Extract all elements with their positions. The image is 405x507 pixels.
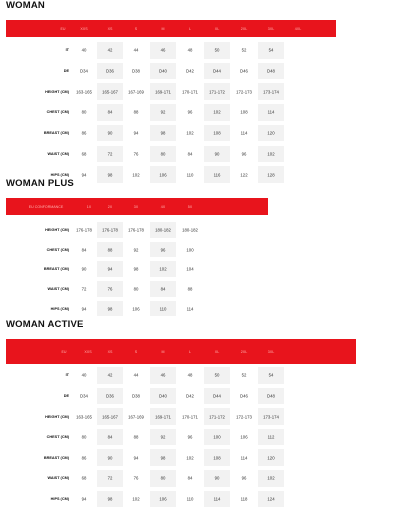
section-title-woman-active: WOMAN ACTIVE [6,319,84,330]
header-cell: L [189,26,191,31]
table-cell: 102 [186,130,194,136]
header-cell: 2X [107,204,113,209]
table-cell: 84 [187,475,193,481]
header-cell: XXS [80,26,88,31]
header-cell: M [161,349,165,354]
header-cell: 1X [86,204,92,209]
table-cell: 120 [267,455,275,461]
header-cell: XL [214,26,220,31]
table-cell: 171-172 [209,414,225,419]
table-cell: 90 [107,455,113,461]
table-cell: 122 [240,172,248,178]
table-cell: 102 [132,172,140,178]
table-cell: 106 [159,172,167,178]
header-cell: 3XL [267,26,275,31]
table-cell: 48 [187,47,193,53]
table-cell: 50 [214,47,220,53]
table-cell: 98 [107,172,113,178]
table-cell: 98 [133,266,139,272]
row-label: HIPS (CM) [50,306,69,311]
table-cell: 102 [267,151,275,157]
table-cell: 163-165 [76,414,92,419]
table-cell: 173-174 [263,414,279,419]
header-cell: L [189,349,191,354]
table-cell: 96 [160,247,166,253]
row-label: CHEST (CM) [46,110,69,115]
table-cell: 96 [241,151,247,157]
table-cell: 88 [187,286,193,292]
table-cell: D42 [186,68,194,74]
table-cell: 170-171 [182,414,198,419]
row-label: WAIST (CM) [47,151,69,156]
table-cell: 84 [107,109,113,115]
table-cell: 96 [187,434,193,440]
table-cell: 88 [133,109,139,115]
table-cell: 80 [133,286,139,292]
table-cell: 180-182 [155,227,171,233]
section-title-woman-plus: WOMAN PLUS [6,178,74,189]
table-cell: 171-172 [209,89,225,95]
table-cell: 102 [267,475,275,481]
row-label: HIPS (CM) [50,496,69,501]
table-cell: 96 [241,475,247,481]
table-cell: 92 [133,247,139,253]
table-cell: 110 [186,496,194,502]
table-cell: 88 [133,434,139,440]
header-cell: 2XL [240,349,248,354]
header-cell: EU [61,349,67,354]
table-cell: 42 [107,47,113,53]
table-cell: 114 [240,130,248,136]
table-cell: D48 [267,393,275,399]
table-cell: 42 [107,372,113,378]
table-cell: 84 [187,151,193,157]
header-cell: EU [60,26,66,31]
table-cell: 76 [133,151,139,157]
table-cell: 92 [160,109,166,115]
table-cell: 163-165 [76,89,92,95]
table-cell: 100 [213,434,221,440]
table-cell: 108 [213,455,221,461]
row-label: BREAST (CM) [43,455,69,460]
row-label: WAIST (CM) [47,286,69,291]
table-cell: 173-174 [263,89,279,95]
table-cell: 94 [81,496,87,502]
row-label: IT [65,48,69,53]
row-label: WAIST (CM) [47,476,69,481]
table-cell: 46 [160,372,166,378]
table-cell: 80 [160,475,166,481]
header-cell: S [134,26,138,31]
header-cell: XS [107,26,113,31]
row-label: HEIGHT (CM) [45,414,69,419]
table-cell: 84 [160,286,166,292]
table-cell: 167-169 [128,89,144,95]
table-cell: 172-173 [236,89,252,95]
table-cell: 40 [81,47,87,53]
table-cell: 98 [160,130,166,136]
table-cell: 108 [240,109,248,115]
table-cell: 80 [81,434,87,440]
header-cell: 5X [187,204,193,209]
table-cell: D44 [213,393,221,399]
table-cell: 169-171 [155,89,171,95]
table-cell: D38 [132,68,140,74]
row-label: HEIGHT (CM) [45,227,69,232]
table-cell: D34 [80,68,88,74]
table-cell: 106 [159,496,167,502]
table-cell: 114 [240,455,248,461]
table-cell: 176-178 [76,227,92,233]
table-cell: 98 [107,306,113,312]
table-cell: 110 [186,172,194,178]
table-cell: D42 [186,393,194,399]
table-cell: 110 [159,306,167,312]
row-label: HIPS (CM) [50,172,69,177]
table-cell: 108 [213,130,221,136]
table-cell: D46 [240,68,248,74]
table-cell: 102 [186,455,194,461]
table-cell: 68 [81,475,87,481]
table-cell: 40 [81,372,87,378]
row-label: BREAST (CM) [43,267,69,272]
header-cell: 4XL [294,26,302,31]
header-cell: S [134,349,138,354]
table-cell: D36 [106,393,114,399]
table-header-bar [6,339,356,364]
table-cell: 68 [81,151,87,157]
table-cell: 128 [267,172,275,178]
table-cell: 165-167 [102,89,118,95]
table-cell: 114 [213,496,221,502]
header-cell: XL [214,349,220,354]
table-cell: 98 [107,496,113,502]
table-cell: 102 [132,496,140,502]
table-cell: 90 [214,151,220,157]
table-cell: 96 [187,109,193,115]
row-label: DE [63,69,69,74]
table-cell: 94 [133,130,139,136]
table-cell: 84 [81,247,87,253]
table-cell: 76 [107,286,113,292]
row-label: IT [65,373,69,378]
table-cell: 48 [187,372,193,378]
table-cell: 94 [107,266,113,272]
table-cell: 114 [186,306,194,312]
table-cell: 88 [107,247,113,253]
section-title-woman: WOMAN [6,0,45,11]
table-cell: 169-171 [155,414,171,419]
table-cell: 46 [160,47,166,53]
header-cell: 4X [160,204,166,209]
table-cell: 106 [132,306,140,312]
table-cell: D48 [267,68,275,74]
table-cell: 167-169 [128,414,144,419]
table-cell: 94 [81,172,87,178]
row-label: DE [63,393,69,398]
header-cell: 2XL [240,26,248,31]
table-cell: 114 [267,109,275,115]
table-cell: 90 [107,130,113,136]
table-cell: 72 [81,286,87,292]
table-cell: 92 [160,434,166,440]
table-cell: D38 [132,393,140,399]
table-cell: 176-178 [128,227,144,233]
table-cell: 54 [268,372,274,378]
table-cell: D40 [159,68,167,74]
table-cell: 54 [268,47,274,53]
table-cell: 176-178 [102,227,118,233]
table-cell: 116 [213,172,221,178]
row-label: HEIGHT (CM) [45,89,69,94]
table-cell: 52 [241,372,247,378]
header-cell: M [161,26,165,31]
table-cell: 180-182 [182,227,198,233]
table-cell: 172-173 [236,414,252,419]
header-cell: XS [107,349,113,354]
table-cell: 86 [81,130,87,136]
table-cell: D34 [80,393,88,399]
table-cell: 100 [186,247,194,253]
row-label: CHEST (CM) [46,247,69,252]
table-cell: 72 [107,475,113,481]
table-cell: 44 [133,372,139,378]
row-label: CHEST (CM) [46,435,69,440]
table-cell: 94 [81,306,87,312]
table-cell: 124 [267,496,275,502]
table-cell: 118 [240,496,248,502]
table-cell: D40 [159,393,167,399]
table-cell: 94 [133,455,139,461]
table-cell: 80 [160,151,166,157]
table-cell: 106 [240,434,248,440]
table-cell: D44 [213,68,221,74]
table-cell: D36 [106,68,114,74]
table-cell: 50 [214,372,220,378]
row-label: BREAST (CM) [43,131,69,136]
table-cell: 170-171 [182,89,198,95]
table-cell: 120 [267,130,275,136]
table-cell: 102 [213,109,221,115]
table-cell: 76 [133,475,139,481]
table-cell: 72 [107,151,113,157]
table-cell: 98 [160,455,166,461]
table-cell: 86 [81,455,87,461]
table-cell: 165-167 [102,414,118,419]
header-cell: EU CONFORMANCE [28,204,64,209]
table-cell: 102 [159,266,167,272]
table-header-bar [6,20,336,37]
table-cell: 52 [241,47,247,53]
table-cell: 80 [81,109,87,115]
table-cell: 44 [133,47,139,53]
header-cell: 3XL [267,349,275,354]
header-cell: 3X [133,204,139,209]
table-cell: 90 [214,475,220,481]
header-cell: XXS [84,349,92,354]
table-cell: 112 [267,434,275,440]
table-cell: D46 [240,393,248,399]
table-cell: 84 [107,434,113,440]
table-cell: 104 [186,266,194,272]
table-cell: 90 [81,266,87,272]
